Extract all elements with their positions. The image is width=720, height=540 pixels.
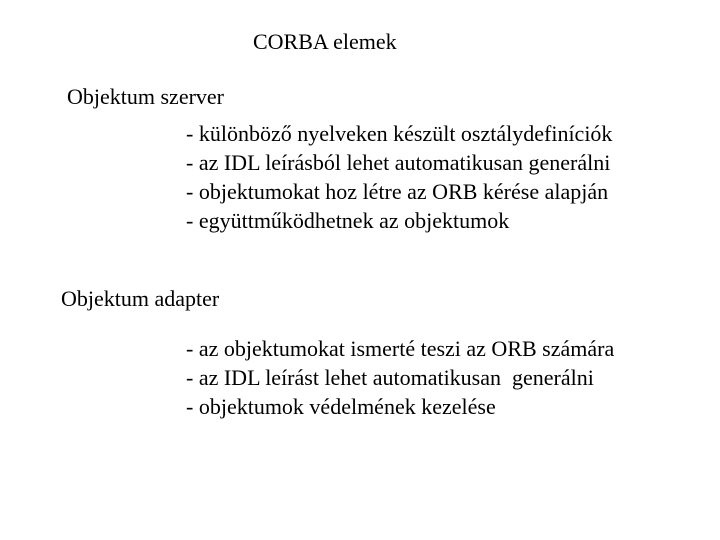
list-item: - együttműködhetnek az objektumok <box>186 208 510 233</box>
list-item: - az objektumokat ismerté teszi az ORB számára <box>186 336 615 361</box>
section-heading-objektum-szerver: Objektum szerver <box>67 84 224 109</box>
section-heading-objektum-adapter: Objektum adapter <box>61 286 220 311</box>
list-item: - az IDL leírást lehet automatikusan generálni <box>186 365 594 390</box>
list-item: - objektumok védelmének kezelése <box>186 394 496 419</box>
list-item: - az IDL leírásból lehet automatikusan generálni <box>186 150 611 175</box>
page-title: CORBA elemek <box>253 29 397 54</box>
list-item: - objektumokat hoz létre az ORB kérése alapján <box>186 179 609 204</box>
bullet-list-objektum-szerver <box>186 119 612 235</box>
bullet-list-objektum-adapter <box>186 334 614 421</box>
list-item: - különböző nyelveken készült osztálydefiníciók <box>186 121 613 146</box>
